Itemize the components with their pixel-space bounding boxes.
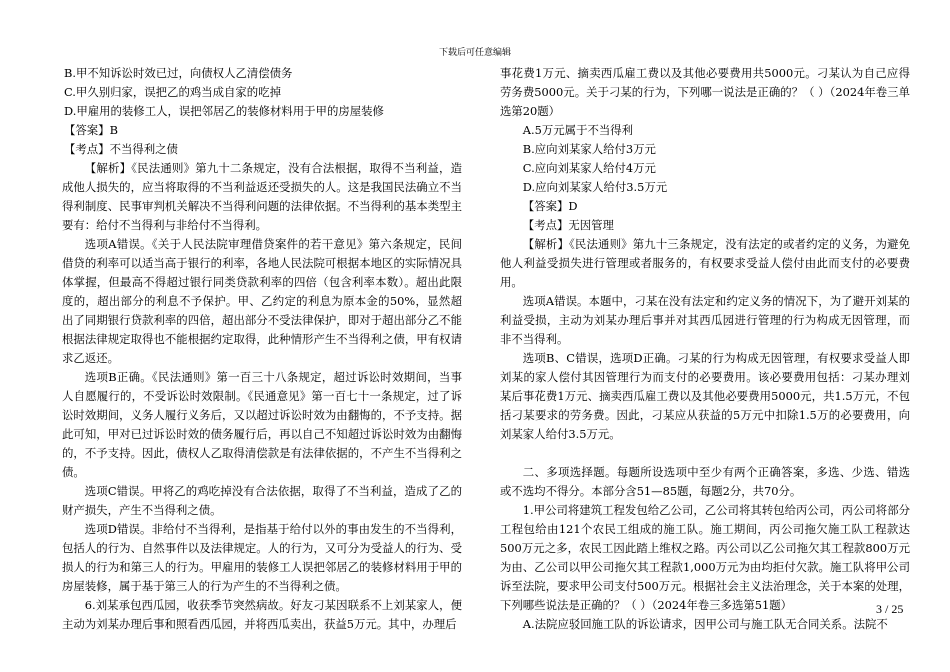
option-b: B.应向刘某家人给付3万元 bbox=[522, 142, 656, 156]
option-a: A.5万元属于不当得利 bbox=[522, 123, 634, 137]
analysis-paragraph: 【解析】《民法通则》第九十二条规定，没有合法根据，取得不当利益，造成他人损失的，应当将取得的不当利益返还受损失的人。这是我国民法确立不当得利制度、民事审判机关解决不当得利问题的法律依据。不当得利的基本类型主要有：给付不当得利与非给付不当得利。 bbox=[62, 161, 462, 232]
answer-line: 【答案】B bbox=[64, 123, 118, 137]
analysis-option-d: 选项D错误。非给付不当得利，是指基于给付以外的事由发生的不当得利，包括人的行为、自然事件以及法律规定。人的行为，又可分为受益人的行为、受损人的行为和第三人的行为。甲雇用的装修工人误把邻居乙的装修材料用于甲的房屋装修，属于基于第三人的行为产生的不当得利之债。 bbox=[62, 522, 462, 593]
option-c: C.应向刘某家人给付4万元 bbox=[522, 161, 656, 175]
analysis-option-bcd: 选项B、C错误，选项D正确。刁某的行为构成无因管理，有权要求受益人即刘某的家人偿付其因管理行为而支付的必要费用。该必要费用包括：刁某办理刘某后事花费1万元、摘卖西瓜雇工费以及其他必要费用5000元，共1.5万元，不包括刁某要求的劳务费。因此，刁某应从获益的5万元中扣除1.5万的必要费用，向刘某家人给付3.5万元。 bbox=[500, 351, 910, 441]
option-d: D.甲雇用的装修工人，误把邻居乙的装修材料用于甲的房屋装修 bbox=[64, 104, 384, 118]
left-column bbox=[62, 64, 462, 634]
analysis-option-a: 选项A错误。《关于人民法院审理借贷案件的若干意见》第六条规定，民间借贷的利率可以适当高于银行的利率，各地人民法院可根据本地区的实际情况具体掌握，但最高不得超过银行同类贷款利率的四倍（包含利率本数）。超出此限度的，超出部分的利息不予保护。甲、乙约定的利息为原本金的50%，显然超出了同期银行贷款利率的四倍，超出部分不受法律保护，即对于超出部分乙不能根据法律规定取得也不能根据约定取得，此种情形产生不当得利之债，甲有权请求乙返还。 bbox=[62, 237, 462, 365]
section-heading: 二、多项选择题。每题所设选项中至少有两个正确答案，多选、少选、错选或不选均不得分。本部分含51—85题，每题2分，共70分。 bbox=[500, 465, 910, 498]
page-header: 下载后可任意编辑 bbox=[438, 48, 511, 58]
option-b: B.甲不知诉讼时效已过，向债权人乙清偿债务 bbox=[64, 66, 293, 80]
analysis-option-c: 选项C错误。甲将乙的鸡吃掉没有合法依据，取得了不当利益，造成了乙的财产损失，产生不当得利之债。 bbox=[62, 484, 462, 517]
right-column bbox=[500, 64, 910, 634]
section-gap bbox=[500, 444, 910, 463]
question-1: 1.甲公司将建筑工程发包给乙公司，乙公司将其转包给丙公司，丙公司将部分工程包给由121个农民工组成的施工队。施工期间，丙公司拖欠施工队工程款达500万元之多，农民工因此踏上维权之路。丙公司以乙公司拖欠其工程款800万元为由、乙公司以甲公司拖欠其工程款1,000万元为由均拒付欠款。施工队将甲公司诉至法院，要求甲公司支付500万元。根据社会主义法治理念，关于本案的处理，下列哪些说法是正确的？（ ）（2024年卷三多选第51题） bbox=[500, 503, 910, 612]
answer-line: 【答案】D bbox=[522, 199, 578, 213]
analysis-option-b: 选项B正确。《民法通则》第一百三十八条规定，超过诉讼时效期间，当事人自愿履行的，不受诉讼时效限制。《民通意见》第一百七十一条规定，过了诉讼时效期间，义务人履行义务后，又以超过诉讼时效为由翻悔的，不予支持。据此可知，甲对已过诉讼时效的债务履行后，再以自己不知超过诉讼时效为由翻悔的，不予支持。因此，债权人乙取得清偿款是有法律依据的，不产生不当得利之债。 bbox=[62, 370, 462, 479]
question-6: 6.刘某承包西瓜园，收获季节突然病故。好友刁某因联系不上刘某家人，便主动为刘某办理后事和照看西瓜园，并将西瓜卖出，获益5万元。其中，办理后 bbox=[62, 598, 462, 631]
analysis-paragraph: 【解析】《民法通则》第九十三条规定，没有法定的或者约定的义务，为避免他人利益受损失进行管理或者服务的，有权要求受益人偿付由此而支付的必要费用。 bbox=[500, 237, 910, 289]
option-c: C.甲久别归家，误把乙的鸡当成自家的吃掉 bbox=[64, 85, 281, 99]
page-number: 3 / 25 bbox=[876, 602, 904, 616]
topic-line: 【考点】不当得利之债 bbox=[64, 142, 178, 156]
analysis-option-a: 选项A错误。本题中，刁某在没有法定和约定义务的情况下，为了避开刘某的利益受损，主动为刘某办理后事并对其西瓜园进行管理的行为构成无因管理，而非不当得利。 bbox=[500, 294, 910, 346]
question-6-continued: 事花费1万元、摘卖西瓜雇工费以及其他必要费用共5000元。刁某认为自己应得劳务费5000元。关于刁某的行为，下列哪一说法是正确的？（ ）（2024年卷三单选第20题） bbox=[500, 66, 910, 118]
question-1-option-a: A.法院应驳回施工队的诉讼请求，因甲公司与施工队无合同关系。法院不 bbox=[522, 617, 888, 631]
topic-line: 【考点】无因管理 bbox=[522, 218, 614, 232]
option-d: D.应向刘某家人给付3.5万元 bbox=[522, 180, 668, 194]
